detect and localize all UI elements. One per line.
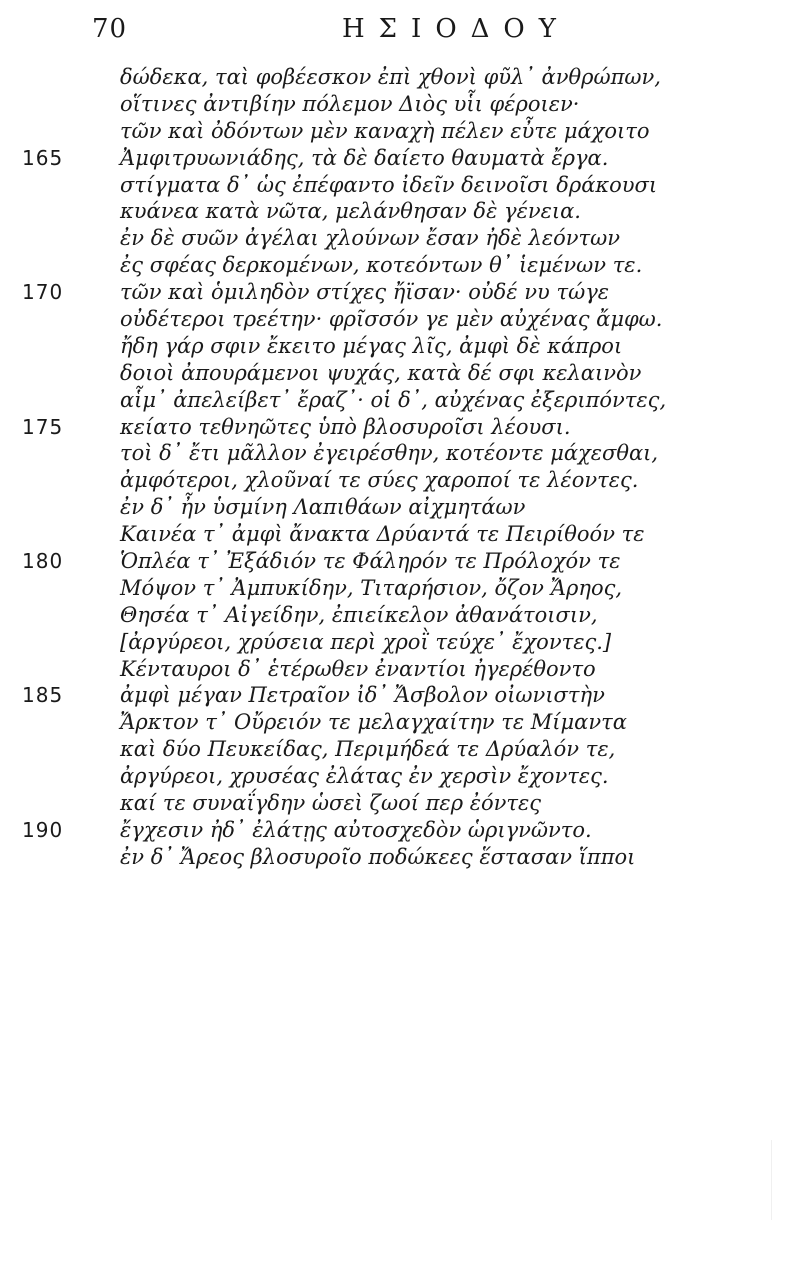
line-number: 165 bbox=[22, 145, 64, 170]
line-text: ἀμφὶ μέγαν Πετραῖον ἰδ᾽ Ἄσβολον οἰωνιστὴν bbox=[120, 683, 605, 708]
line-number: 170 bbox=[22, 280, 64, 305]
verse-line bbox=[0, 118, 800, 145]
verse-line bbox=[0, 817, 800, 844]
line-text: τῶν καὶ ὀδόντων μὲν καναχὴ πέλεν εὖτε μάχοιτο bbox=[120, 118, 650, 143]
line-text: Ἀμφιτρυωνιάδης, τὰ δὲ δαίετο θαυματὰ ἔργα. bbox=[120, 145, 609, 170]
line-text: δοιοὶ ἀπουράμενοι ψυχάς, κατὰ δέ σφι κελαινὸν bbox=[120, 360, 642, 385]
page-number: 70 bbox=[92, 14, 128, 44]
line-text: καί τε συναΐγδην ὡσεὶ ζωοί περ ἐόντες bbox=[120, 791, 542, 816]
verse-line bbox=[0, 306, 800, 333]
verse-line bbox=[0, 790, 800, 817]
verse-line bbox=[0, 414, 800, 441]
verse-line bbox=[0, 575, 800, 602]
line-text: ἐν δ᾽ ἦν ὑσμίνη Λαπιθάων αἰχμητάων bbox=[120, 495, 526, 520]
verse-line bbox=[0, 64, 800, 91]
line-text: ἀργύρεοι, χρυσέας ἐλάτας ἐν χερσὶν ἔχοντες. bbox=[120, 764, 609, 789]
verse-line bbox=[0, 225, 800, 252]
verse-line bbox=[0, 172, 800, 199]
line-text: Θησέα τ᾽ Αἰγείδην, ἐπιείκελον ἀθανάτοισιν, bbox=[120, 602, 598, 627]
line-text: ἐν δ᾽ Ἄρεος βλοσυροῖο ποδώκεες ἕστασαν ἵπποι bbox=[120, 844, 636, 869]
line-text: ἤδη γάρ σφιν ἔκειτο μέγας λῖς, ἀμφὶ δὲ κάπροι bbox=[120, 333, 623, 358]
line-text: κείατο τεθνηῶτες ὑπὸ βλοσυροῖσι λέουσι. bbox=[120, 414, 571, 439]
verse-line bbox=[0, 656, 800, 683]
verse-line bbox=[0, 91, 800, 118]
verse-line bbox=[0, 145, 800, 172]
line-text: τῶν καὶ ὁμιληδὸν στίχες ἤϊσαν· οὐδέ νυ τώγε bbox=[120, 280, 610, 305]
verse-line bbox=[0, 387, 800, 414]
page-header bbox=[92, 14, 760, 54]
line-text: [ἀργύρεοι, χρύσεια περὶ χροῒ τεύχε᾽ ἔχοντες.] bbox=[120, 629, 612, 654]
line-text: ἐς σφέας δερκομένων, κοτεόντων θ᾽ ἱεμένων τε. bbox=[120, 253, 643, 278]
verse-text bbox=[0, 64, 800, 871]
verse-line bbox=[0, 682, 800, 709]
line-text: ἀμφότεροι, χλοῦναί τε σύες χαροποί τε λέοντες. bbox=[120, 468, 639, 493]
line-text: Κένταυροι δ᾽ ἑτέρωθεν ἐναντίοι ἠγερέθοντο bbox=[120, 656, 596, 681]
line-text: στίγματα δ᾽ ὡς ἐπέφαντο ἰδεῖν δεινοῖσι δράκουσι bbox=[120, 172, 658, 197]
verse-line bbox=[0, 360, 800, 387]
verse-line bbox=[0, 709, 800, 736]
line-number: 180 bbox=[22, 549, 64, 574]
line-text: ἐν δὲ συῶν ἀγέλαι χλούνων ἔσαν ἠδὲ λεόντων bbox=[120, 226, 621, 251]
line-text: δώδεκα, ταὶ φοβέεσκον ἐπὶ χθονὶ φῦλ᾽ ἀνθρώπων, bbox=[120, 65, 661, 89]
verse-line bbox=[0, 279, 800, 306]
verse-line bbox=[0, 494, 800, 521]
line-text: Ἄρκτον τ᾽ Οὔρειόν τε μελαγχαίτην τε Μίμαντα bbox=[120, 710, 627, 735]
line-text: Καινέα τ᾽ ἀμφὶ ἄνακτα Δρύαντά τε Πειρίθοόν τε bbox=[120, 522, 645, 547]
line-text: οὐδέτεροι τρεέτην· φρῖσσόν γε μὲν αὐχένας ἄμφω. bbox=[120, 307, 663, 332]
line-text: καὶ δύο Πευκείδας, Περιμήδεά τε Δρύαλόν τε, bbox=[120, 737, 616, 762]
verse-line bbox=[0, 844, 800, 871]
line-text: κυάνεα κατὰ νῶτα, μελάνθησαν δὲ γένεια. bbox=[120, 199, 581, 224]
verse-line bbox=[0, 252, 800, 279]
line-text: αἷμ᾽ ἀπελείβετ᾽ ἔραζ᾽· οἱ δ᾽, αὐχένας ἐξεριπόντες, bbox=[120, 387, 667, 412]
running-title: ΗΣΙΟΔΟΥ bbox=[342, 14, 570, 44]
line-text: ἔγχεσιν ἠδ᾽ ἐλάτῃς αὐτοσχεδὸν ὡριγνῶντο. bbox=[120, 817, 592, 842]
verse-line bbox=[0, 602, 800, 629]
verse-line bbox=[0, 521, 800, 548]
verse-line bbox=[0, 198, 800, 225]
verse-line bbox=[0, 548, 800, 575]
line-text: οἵτινες ἀντιβίην πόλεμον Διὸς υἷι φέροιεν· bbox=[120, 91, 580, 116]
verse-line bbox=[0, 629, 800, 656]
line-text: Ὁπλέα τ᾽ Ἐξάδιόν τε Φάληρόν τε Πρόλοχόν τε bbox=[120, 549, 621, 574]
verse-line bbox=[0, 440, 800, 467]
line-number: 175 bbox=[22, 414, 64, 439]
line-text: Μόψον τ᾽ Ἀμπυκίδην, Τιταρήσιον, ὄζον Ἄρηος, bbox=[120, 575, 623, 600]
verse-line bbox=[0, 333, 800, 360]
line-number: 185 bbox=[22, 683, 64, 708]
verse-line bbox=[0, 467, 800, 494]
verse-line bbox=[0, 763, 800, 790]
page-edge-shadow bbox=[727, 1140, 772, 1220]
verse-line bbox=[0, 736, 800, 763]
line-number: 190 bbox=[22, 817, 64, 842]
line-text: τοὶ δ᾽ ἔτι μᾶλλον ἐγειρέσθην, κοτέοντε μάχεσθαι, bbox=[120, 441, 659, 466]
